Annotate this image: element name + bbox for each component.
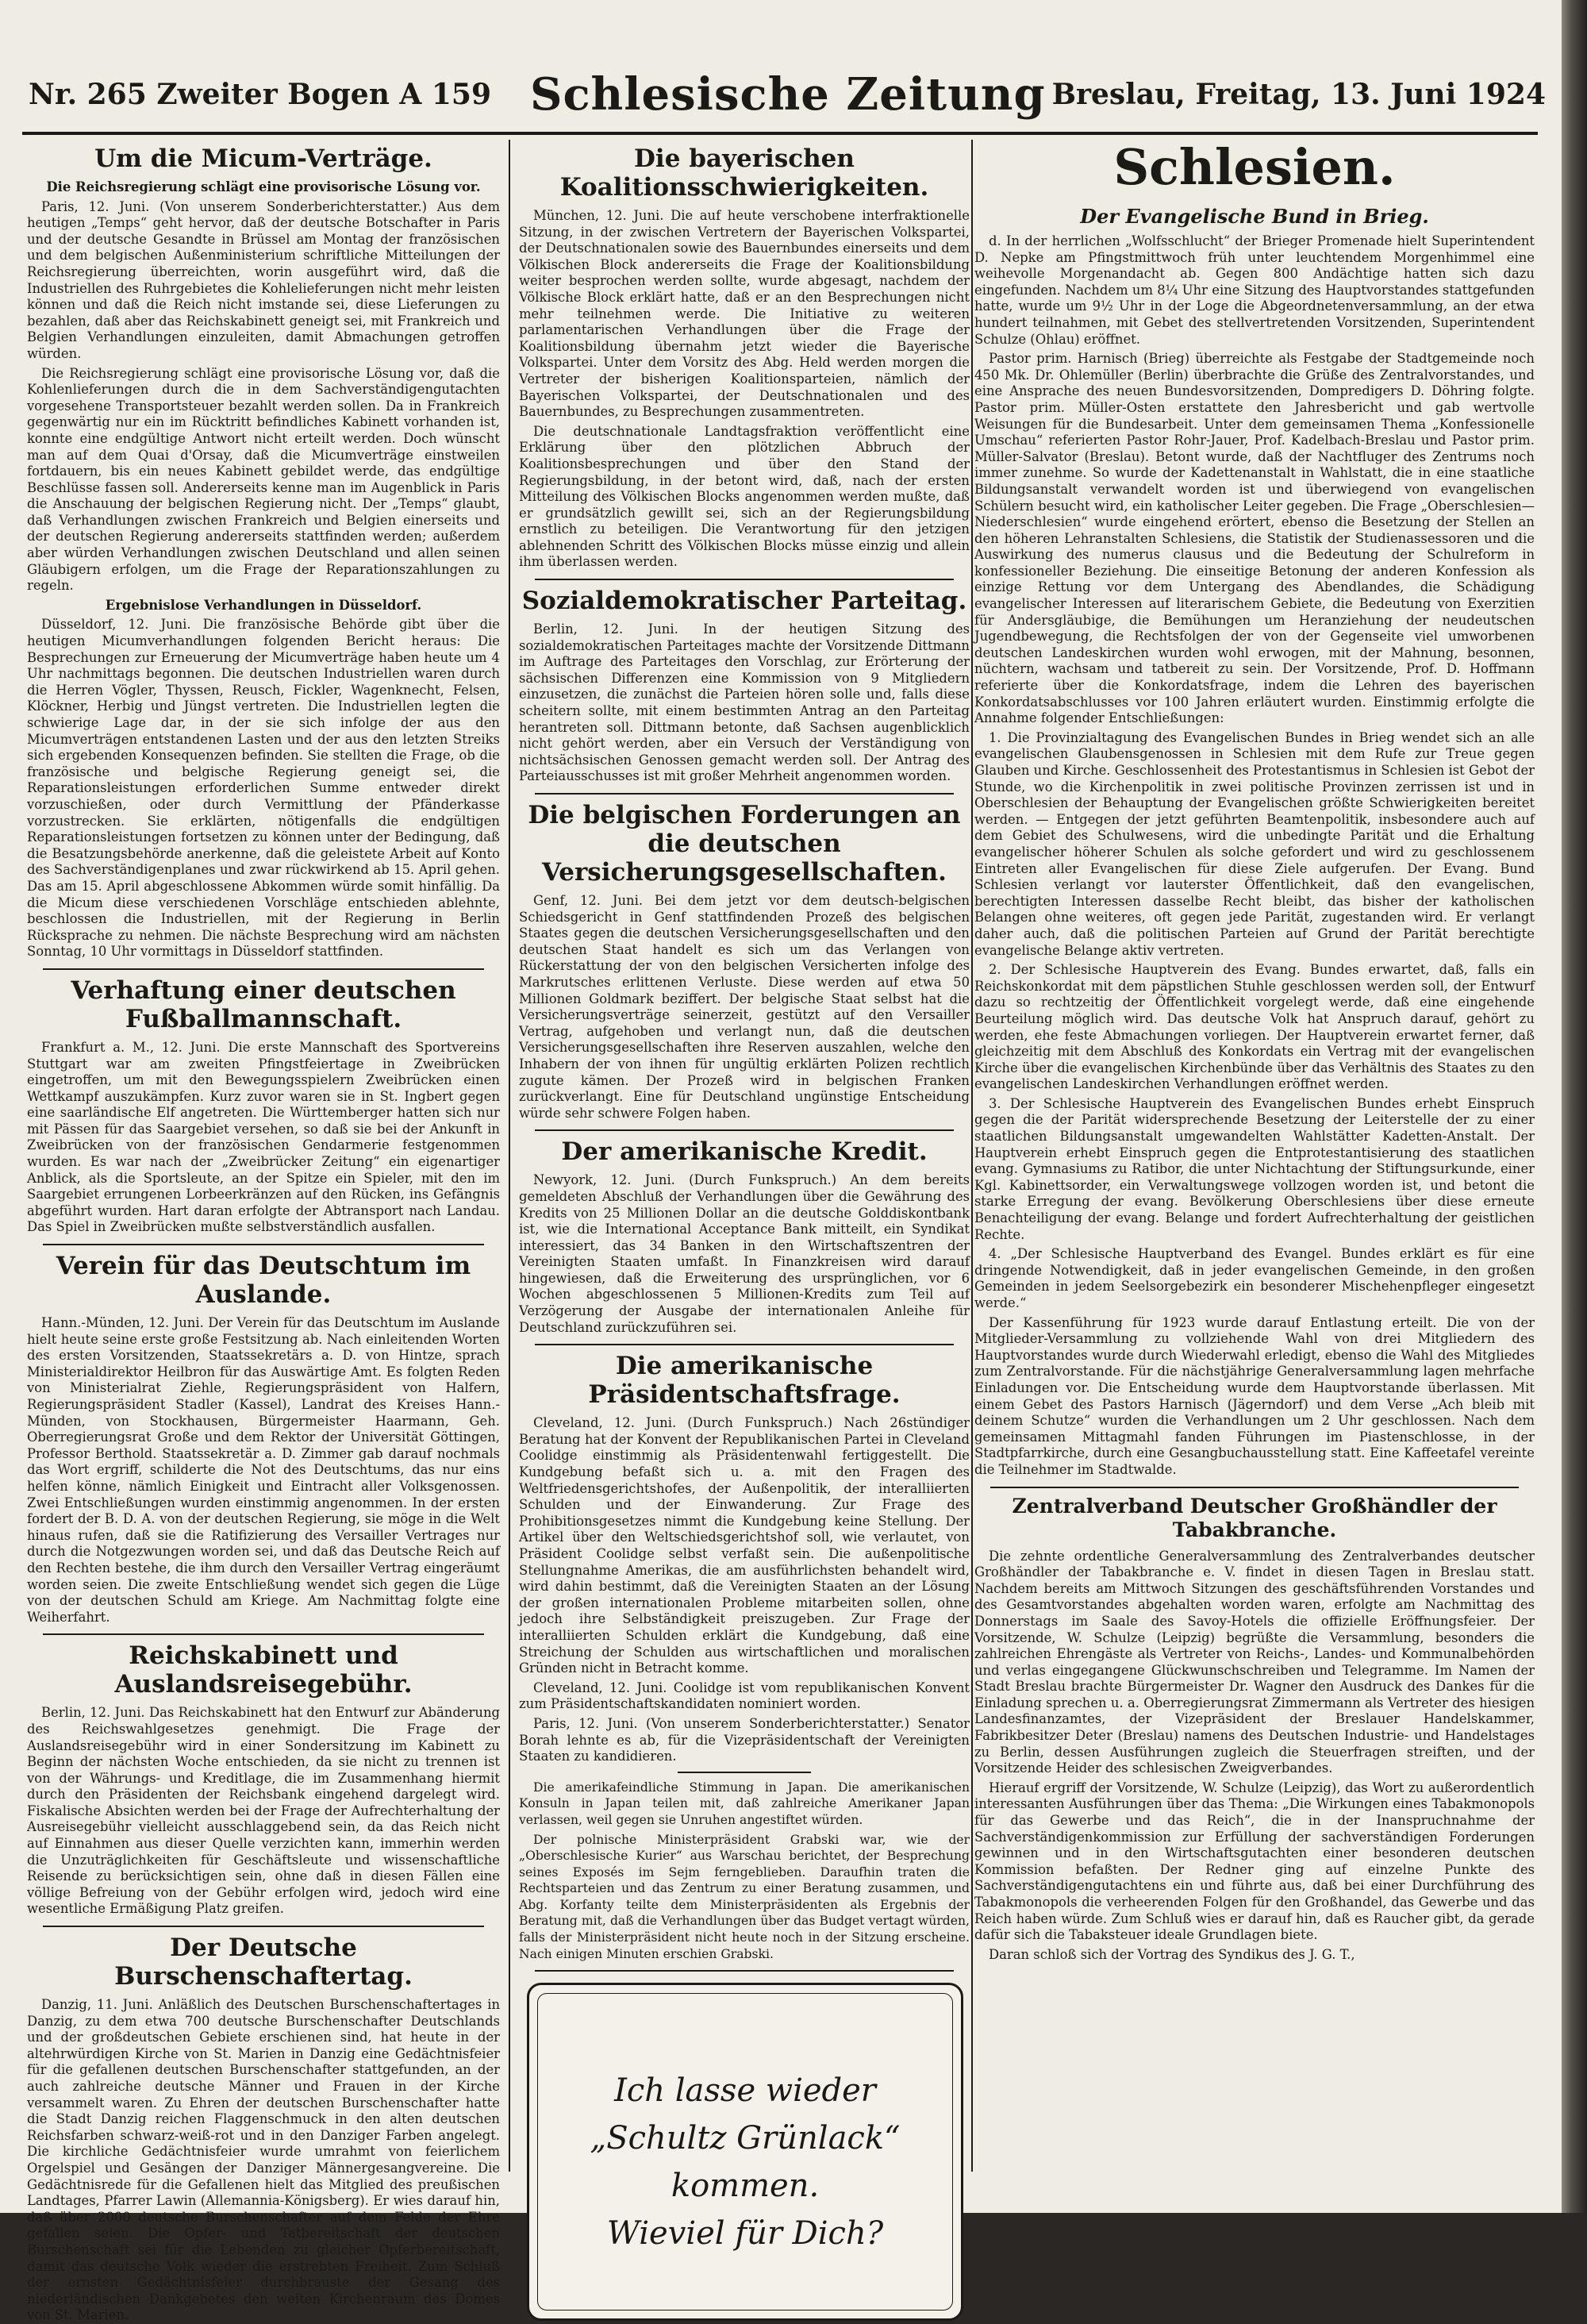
article-title: Sozialdemokratischer Parteitag. — [521, 587, 967, 616]
article-paragraph: Pastor prim. Harnisch (Brieg) überreichte als Festgabe der Stadtgemeinde noch 450 Mk. Dr. Ohlemüller (Berlin) überbrachte die Grüße des Zentralvorstandes, und eine Ansprache des neuen Bundesvorsitzenden, Dompredigers D. Döhring folgte. Pastor prim. Müller-Osten erstattete den Jahresbericht und gab wertvolle Weisungen für die Bundesarbeit. Unter dem gemeinsamen Thema „Konfessionelle Umschau“ referierten Pastor Rohr-Jauer, Prof. Kadelbach-Breslau und Pastor prim. Müller-Salvator (Breslau). Betont wurde, daß der Nachtfluger des Zentrums noch immer zunehme. So wurde der Kadettenanstalt in Wahlstatt, die in eine staatliche Bildungsanstalt verwandelt worden ist und überwiegend von evangelischen Schülern besucht wird, ein katholischer Leiter gegeben. Die Frage „Oberschlesien—Niederschlesien“ wurde eingehend erörtert, ebenso die Besetzung der Stellen an den höheren Lehranstalten Schlesiens, die Statistik der Studienassessoren und die Auswirkung des numerus clausus und die Bedeutung der Schulreform in konfessioneller Beziehung. Die einseitige Betonung der anderen Konfession als einzige Rettung vor dem Untergang des Abendlandes, die Schädigung evangelischer Interessen auf literarischem Gebiete, die Bedeutung von Exerzitien für Andersgläubige, die Bemühungen um Heranziehung der neudeutschen Jugendbewegung, die Rechtsfolgen der von der Gegenseite viel umworbenen deutschen Landeskirchen wurden wohl erwogen, mit der Mahnung, besonnen, nüchtern, wachsam und tatbereit zu sein. Der Vorsitzende, Prof. D. Hoffmann referierte über die Konkordatsfrage, indem die Lehren des bayerischen Konkordatsabschlusses vor 100 Jahren erläutert wurden. Einstimmig erfolgte die Annahme folgender Entschließungen: — [974, 351, 1535, 726]
article-paragraph: München, 12. Juni. Die auf heute verschobene interfraktionelle Sitzung, in der zwischen Vertretern der Bayerischen Volkspartei, der Deutschnationalen sowie des Bauernbundes einerseits und dem Völkischen Block andererseits die Frage der Koalitionsbildung weiter besprochen werden sollte, wurde abgesagt, nachdem der Völkische Block erklärt hatte, daß er an den Besprechungen nicht mehr teilnehmen werde. Die Initiative zu weiteren parlamentarischen Verhandlungen über die Frage der Koalitionsbildung übernahm jetzt wieder die Bayerische Volkspartei. Unter dem Vorsitz des Abg. Held werden morgen die Vertreter der bisherigen Koalitionsparteien, nämlich der Bayerischen Volkspartei, der Deutschnationalen und des Bauernbundes, zu Besprechungen zusammentreten. — [519, 208, 970, 420]
article-paragraph: 3. Der Schlesische Hauptverein des Evangelischen Bundes erhebt Einspruch gegen die der Parität widersprechende Besetzung der Leiterstelle der zu einer staatlichen Bildungsanstalt umgewandelten Wahlstätter Kadetten-Anstalt. Der Hauptverein erhebt Einspruch gegen die Entprotestantisierung des staatlichen evang. Gymnasiums zu Ratibor, die unter Nichtachtung der Stiftungsurkunde, einer Kgl. Kabinettsorder, ein Verwaltungswege vollzogen worden ist, und betont die starke Erregung der evang. Bevölkerung Oberschlesiens über diese erneute Benachteiligung der evang. Belange und fordert Aufrechterhaltung der geistlichen Rechte. — [974, 1095, 1535, 1242]
article-paragraph: 4. „Der Schlesische Hauptverband des Evangel. Bundes erklärt es für eine dringende Notwendigkeit, daß in jeder evangelischen Gemeinde, in den großen Gemeinden in jedem Seelsorgebezirk ein besonderer Mischehenpfleger eingesetzt werde.“ — [974, 1246, 1535, 1310]
article-title: Die bayerischen Koalitionsschwierigkeiten. — [559, 144, 929, 202]
article-title: Verein für das Deutschtum im Auslande. — [56, 1252, 471, 1310]
separator — [43, 1244, 484, 1245]
column-2 — [519, 140, 970, 2253]
article-paragraph: Berlin, 12. Juni. In der heutigen Sitzung des sozialdemokratischen Parteitages machte der Vorsitzende Dittmann im Auftrage des Parteitages den Vorschlag, zur Erörterung der sächsischen Differenzen eine Kommission von 9 Mitgliedern einzusetzen, die zunächst die Parteien hören solle und, falls diese scheitern sollte, mit einem bestimmten Antrag an den Parteitag herantreten soll. Dittmann betonte, daß Sachsen augenblicklich nicht gehört werden, aber ein Versuch der Verständigung von nichtsächsischen Genossen gemacht werden soll. Der Antrag des Parteiausschusses ist mit großer Mehrheit angenommen worden. — [519, 621, 970, 784]
advertisement-box — [527, 1983, 963, 2321]
article-title: Die belgischen Forderungen an die deutschen Versicherungsgesellschaften. — [528, 801, 961, 887]
column-rule-1 — [509, 140, 510, 2172]
column-3 — [974, 140, 1535, 2172]
ad-text-line: Ich lasse wieder — [614, 2072, 876, 2110]
article-paragraph: Newyork, 12. Juni. (Durch Funkspruch.) An dem bereits gemeldeten Abschluß der Verhandlungen über die Gewährung des Kredits von 25 Millionen Dollar an die deutsche Golddiskontbank ist, wie die International Acceptance Bank mitteilt, ein Syndikat interessiert, das 34 Banken in den Wirtschaftszentren der Vereinigten Staaten umfaßt. In Finanzkreisen wird darauf hingewiesen, daß die Erweiterung des ursprünglichen, vor 6 Wochen abgeschlossenen 5 Millionen-Kredits zum Teil auf Verzögerung der Ausgabe der internationalen Anleihe für Deutschland zurückzuführen sei. — [519, 1172, 970, 1335]
separator — [535, 793, 954, 795]
article-paragraph: Der Kassenführung für 1923 wurde darauf Entlastung erteilt. Die von der Mitglieder-Versammlung zu vollziehende Wahl von drei Mitgliedern des Hauptvorstandes wurde durch Wiederwahl erledigt, ebenso die Wahl des Mitgliedes zum Zentralvorstande. Für die nächstjährige Generalversammlung lagen mehrfache Einladungen vor. Die Entscheidung wurde dem Hauptvorstande überlassen. Mit einem Gebet des Pastors Harnisch (Jägerndorf) und dem Verse „Ach bleib mit deinem Schutze“ wurden die Verhandlungen um 2 Uhr geschlossen. Nach dem gemeinsamen Mittagmahl fanden Führungen im Piastenschlosse, in der Stadtpfarrkirche, durch eine Gesangbuchausstellung statt. Eine Kaffeetafel vereinte die Teilnehmer im Stadtwalde. — [974, 1314, 1535, 1477]
article-paragraph: Genf, 12. Juni. Bei dem jetzt vor dem deutsch-belgischen Schiedsgericht in Genf stattfindenden Prozeß des belgischen Staates gegen die deutschen Versicherungsgesellschaften und den deutschen Staat handelt es sich um das Verlangen von Rückerstattung der von den belgischen Versicherten infolge des Markrutsches erlittenen Verluste. Diese werden auf etwa 50 Millionen Goldmark beziffert. Der belgische Staat selbst hat die Versicherungsverträge seinerzeit, gestützt auf den Versailler Vertrag, aufgehoben und verlangt nun, daß die deutschen Versicherungsgesellschaften ihre Reserven auszahlen, welche den Inhabern der von ihnen für ungültig erklärten Polizen rechtlich zugute kämen. Der Prozeß wird in belgischen Franken zurückverlangt. Eine für Deutschland ungünstige Entscheidung würde sehr schwere Folgen haben. — [519, 893, 970, 1121]
article-title: Die amerikanische Präsidentschaftsfrage. — [588, 1352, 901, 1410]
article-paragraph: Hierauf ergriff der Vorsitzende, W. Schulze (Leipzig), das Wort zu außerordentlich interessanten Ausführungen über das Thema: „Die Wirkungen eines Tabakmonopols für das Gewerbe und das Reich“, die in der Inanspruchnahme der Sachverständigenkommission zur Erfüllung der sachverständigen Forderungen gewinnen und in den Wirtschaftsgutachten einer besonderen deutschen Kommission befaßten. Der Redner ging auf einzelne Punkte des Sachverständigengutachtens ein und führte aus, daß bei einer Durchführung des Tabakmonopols die verheerenden Folgen für den Großhandel, das Gewerbe und das Reich haben würde. Zum Schluß wies er darauf hin, daß es Raucher gibt, da gerade dafür sich die Tabaksteuer ideale Grundlagen biete. — [974, 1780, 1535, 1943]
article-title: Der Evangelische Bund in Brieg. — [1080, 205, 1429, 228]
masthead-rule — [22, 132, 1538, 135]
article-title: Zentralverband Deutscher Großhändler der Tabakbranche. — [1012, 1494, 1497, 1541]
article-paragraph: Paris, 12. Juni. (Von unserem Sonderberichterstatter.) Aus dem heutigen „Temps“ geht hervor, daß der deutsche Botschafter in Paris und der deutsche Gesandte in Brüssel am Montag der französischen und dem belgischen Außenministerium schriftliche Mitteilungen der Reichsregierung überreichten, worin ausgeführt wird, daß die Industriellen des Ruhrgebietes die Kohlelieferungen nicht mehr leisten können und daß die Reich nicht imstande sei, diese Lieferungen zu bezahlen, daß aber das Reichskabinett geneigt sei, mit Frankreich und Belgien Verhandlungen einzuleiten, damit Abmachungen getroffen würden. — [27, 198, 500, 361]
article-paragraph: Die zehnte ordentliche Generalversammlung des Zentralverbandes deutscher Großhändler der Tabakbranche e. V. findet in diesen Tagen in Breslau statt. Nachdem bereits am Mittwoch Sitzungen des geschäftsführenden Vorstandes und des Gesamtvorstandes abgehalten worden waren, erfolgte am Nachmittag des Donnerstags im Saale des Savoy-Hotels die offizielle Eröffnungsfeier. Der Vorsitzende, W. Schulze (Leipzig) begrüßte die Versammlung, besonders die zahlreichen Ehrengäste als Vertreter von Reichs-, Landes- und Kommunalbehörden und verlas eingegangene Glückwunschschreiben und Telegramme. Im Namen der Stadt Breslau brachte Bürgermeister Dr. Wagner den Ausdruck des Dankes für die Einladung sprechen u. a. Oberregierungsrat Zimmermann als Vertreter des hiesigen Landesfinanzamtes, der Vizepräsident der Breslauer Handelskammer, Fabrikbesitzer Deter (Breslau) namens des Deutschen Industrie- und Handelstages zu Berlin, dessen Ausführungen zugleich die Steuerfragen streiften, und der Vorsitzende Heider des schlesischen Zweigverbandes. — [974, 1548, 1535, 1776]
section-heading: Schlesien. — [1113, 138, 1396, 196]
ad-text-line: kommen. — [671, 2168, 820, 2205]
column-1 — [27, 140, 500, 2323]
column-rule-2 — [971, 140, 973, 2172]
article-paragraph: Berlin, 12. Juni. Das Reichskabinett hat den Entwurf zur Abänderung des Reichswahlgesetzes genehmigt. Die Frage der Auslandsreisegebühr wird in einer Sondersitzung im Kabinett zu Beginn der nächsten Woche entschieden, da sie nicht zu trennen ist von der Währungs- und Kreditlage, die im Zusammenhang hiermit durch den Präsidenten der Reichsbank eingehend dargelegt wird. Fiskalische Absichten werden bei der Frage der Aufrechterhaltung der Ausreisegebühr vielleicht ausschlaggebend sein, da das Reich nicht auf Einnahmen aus dieser Quelle verzichten kann, immerhin werden die Unzuträglichkeiten für Geschäftsleute und wissenschaftliche Reisende zu berücksichtigen sein, ohne daß in diesen Fällen eine völlige Befreiung von der Gebühr erfolgen wird, jedoch wird eine wesentliche Ermäßigung Platz greifen. — [27, 1705, 500, 1917]
article-title: Der Deutsche Burschenschaftertag. — [114, 1933, 413, 1991]
article-paragraph: Düsseldorf, 12. Juni. Die französische Behörde gibt über die heutigen Micumverhandlungen folgenden Bericht heraus: Die Besprechungen zur Erneuerung der Micumverträge haben heute um 4 Uhr nachmittags begonnen. Die deutschen Industriellen waren durch die Herren Vögler, Thyssen, Reusch, Fickler, Wagenknecht, Felsen, Klöckner, Herbig und Jüngst vertreten. Die Industriellen legten die schwierige Lage dar, in der sie sich infolge der aus den Micumverträgen entstandenen Lasten und der aus den letzten Streiks sich ergebenden Konsequenzen befinden. Sie stellten die Frage, ob die französische und belgische Regierung geneigt sei, die Reparationsleistungen erforderlichen Summe entweder direkt vorzuschießen, oder durch Vermittlung der Pfänderkasse vorzustrecken. Sie erklärten, nötigenfalls die endgültigen Reparationsleistungen fortsetzen zu können unter der Bedingung, daß die Besatzungsbehörde anerkenne, daß die geleistete Arbeit auf Konto des Sachverständigenplanes und zwar rückwirkend ab 15. April gehen. Das am 15. April abgeschlossene Abkommen würde somit hinfällig. Da die Micum diese verschiedenen Vorschläge entschieden ablehnte, beschlossen die Industriellen, mit der Regierung in Berlin Rücksprache zu nehmen. Die nächste Besprechung wird am nächsten Sonntag, 10 Uhr vormittags in Düsseldorf stattfinden. — [27, 617, 500, 960]
separator — [43, 1926, 484, 1927]
issue-info: Nr. 265 Zweiter Bogen A 159 — [29, 78, 492, 111]
article-paragraph: Die deutschnationale Landtagsfraktion veröffentlicht eine Erklärung über den plötzlichen Abbruch der Koalitionsbesprechungen und über den Stand der Regierungsbildung, in der betont wird, daß, nach der ersten Mitteilung des Völkischen Blocks angenommen werden mußte, daß er grundsätzlich gewillt sei, sich an der Regierungsbildung ernstlich zu beteiligen. Die Verantwortung für den jetzigen ablehnenden Schritt des Völkischen Blocks müsse einzig und allein ihm überlassen werden. — [519, 423, 970, 570]
article-paragraph: 2. Der Schlesische Hauptverein des Evang. Bundes erwartet, daß, falls ein Reichskonkordat mit dem päpstlichen Stuhle geschlossen werden soll, der Entwurf dazu so rechtzeitig der Öffentlichkeit vorgelegt werde, daß eine eingehende Beurteilung möglich wird. Das deutsche Volk hat Anspruch darauf, gehört zu werden, ehe feste Abmachungen vorliegen. Der Hauptverein erwartet ferner, daß gleichzeitig mit dem Abschluß des Konkordats ein Vertrag mit der evangelischen Kirche über die evangelischen Kirchenbünde über das Verhältnis des Staates zu den evangelischen Landeskirchen Verhandlungen eröffnet werden. — [974, 962, 1535, 1092]
newspaper-title: Schlesische Zeitung — [530, 68, 1046, 121]
separator — [990, 1487, 1519, 1488]
separator — [535, 1344, 954, 1345]
article-paragraph: Daran schloß sich der Vortrag des Syndikus des J. G. T., — [989, 1946, 1355, 1962]
separator — [43, 968, 484, 970]
article-title: Um die Micum-Verträge. — [94, 144, 432, 173]
ad-text-line: Wieviel für Dich? — [606, 2215, 884, 2253]
article-paragraph: Cleveland, 12. Juni. Coolidge ist vom republikanischen Konvent zum Präsidentschaftskandidaten nominiert worden. — [519, 1680, 970, 1712]
article-paragraph: d. In der herrlichen „Wolfsschlucht“ der Brieger Promenade hielt Superintendent D. Nepke am Pfingstmittwoch früh unter leuchtendem Morgenhimmel eine weihevolle Morgenandacht ab. Gegen 800 Andächtige hatten sich dazu eingefunden. Nachdem um 8¼ Uhr eine Sitzung des Hauptvorstandes stattgefunden hatte, wurde um 9½ Uhr in der Loge die Abgeordnetenversammlung, an der etwa hundert teilnahmen, mit Gebet des stellvertretenden Vorsitzenden, Superintendent Schulze (Ohlau) eröffnet. — [974, 233, 1535, 347]
ad-text-line: „Schultz Grünlack“ — [590, 2120, 901, 2157]
article-paragraph: 1. Die Provinzialtagung des Evangelischen Bundes in Brieg wendet sich an alle evangelischen Glaubensgenossen in Schlesien mit dem Rufe zur Treue gegen Glauben und Kirche. Geschlossenheit des Protestantismus in Schlesien ist Gebot der Stunde, wo die Kirchenpolitik in zwei politische Provinzen zerrissen ist und in Oberschlesien der Behauptung der Evangelischen größte Schwierigkeiten bereitet werden. — Entgegen der jetzt geführten Beamtenpolitik, insbesondere auch auf dem Gebiet des Schulwesens, wird die unbedingte Parität und die Erhaltung evangelischer höherer Schulen als solche gefordert und wird zu geschlossenem Eintreten aller Evangelischen für diese Ziele aufgerufen. Der Evang. Bund Schlesien verlangt vor lauterster Öffentlichkeit, daß den evangelischen, berechtigten Interessen dasselbe Recht bleibt, das bisher der katholischen Belangen ohne weiteres, oft gegen jede Parität, zugestanden wird. Er verlangt daher auch, daß die politischen Parteien auf Grund der Parität berechtigte evangelische Belange aktiv vertreten. — [974, 729, 1535, 958]
article-paragraph: Frankfurt a. M., 12. Juni. Die erste Mannschaft des Sportvereins Stuttgart war am zweiten Pfingstfeiertage in Zweibrücken eingetroffen, um mit den Bewegungsspielern Zweibrücken einen Wettkampf auszukämpfen. Kurz zuvor waren sie in St. Ingbert gegen eine saarländische Elf angetreten. Die Württemberger hatten sich nur mit Pässen für das Saargebiet versehen, so daß sie bei der Ankunft in Zweibrücken von der französischen Gendarmerie festgenommen wurden. Es war nach der „Zweibrücker Zeitung“ ein eigenartiger Anblick, als die Sportsleute, an der Spitze ein Spieler, mit den im Saargebiet errungenen Lorbeerkränzen auf den Rücken, ins Gefängnis abgeführt wurden. Hart daran erfolgte der Abtransport nach Landau. Das Spiel in Zweibrücken mußte selbstverständlich ausfallen. — [27, 1039, 500, 1235]
article-paragraph: Cleveland, 12. Juni. (Durch Funkspruch.) Nach 26stündiger Beratung hat der Konvent der Republikanischen Partei in Cleveland Coolidge einstimmig als Präsidentenwahl fertiggestellt. Die Kundgebung befaßt sich u. a. mit den Fragen des Weltfriedensgerichtshofes, der Außenpolitik, der interalliierten Schulden und der Einwanderung. Zur Frage des Prohibitionsgesetzes nimmt die Kundgebung keine Stellung. Der Artikel über den Weltschiedsgerichtshof soll, wie verlautet, von Präsident Coolidge selbst verfaßt sein. Die außenpolitische Stellungnahme Amerikas, die am ausführlichsten behandelt wird, wird dahin bestimmt, daß die Vereinigten Staaten an der Lösung der großen internationalen Probleme mitarbeiten sollen, ohne jedoch ihre Selbständigkeit preiszugeben. Zur Frage der interalliierten Schulden erklärt die Kundgebung, daß eine Streichung der Schulden aus wirtschaftlichen und moralischen Gründen nicht in Betracht komme. — [519, 1415, 970, 1676]
article-subtitle: Die Reichsregierung schlägt eine provisorische Lösung vor. — [46, 179, 481, 194]
article-title: Reichskabinett und Auslandsreisegebühr. — [114, 1641, 413, 1699]
news-note: Der polnische Ministerpräsident Grabski war, wie der „Oberschlesische Kurier“ aus Warschau berichtet, der Besprechung seines Exposés im Sejm ferngeblieben. Daraufhin traten die Rechtsparteien und das Zentrum zu einer Beratung zusammen, und Abg. Korfanty teilte dem Ministerpräsidenten als Ergebnis der Beratung mit, daß die Verhandlungen über das Budget vertagt würden, falls der Ministerpräsident nicht heute noch in der Sitzung erscheine. Nach einigen Minuten erschien Grabski. — [519, 1832, 970, 1961]
separator — [43, 1633, 484, 1635]
article-paragraph: Hann.-Münden, 12. Juni. Der Verein für das Deutschtum im Auslande hielt heute seine erste große Festsitzung ab. Nach einleitenden Worten des ersten Vorsitzenden, Staatssekretärs a. D. von Hintze, sprach Ministerialdirektor Heilbron für das Auswärtige Amt. Es folgten Reden von Ministerialrat Ziehle, Regierungspräsident von Halfern, Regierungspräsident Stadler (Kassel), Landrat des Kreises Hann.-Münden, von Stockhausen, Bürgermeister Haarmann, Geh. Oberregierungsrat Große und dem Rektor der Universität Göttingen, Professor Berthold. Staatssekretär a. D. Zimmer gab darauf nochmals das Wort ergriff, schilderte die Not des Deutschtums, das nur eins helfen könne, nämlich Einigkeit und Eintracht aller Volksgenossen. Zwei Entschließungen wurden einstimmig angenommen. In der ersten fordert der B. D. A. von der deutschen Regierung, sie möge in die Welt hinaus rufen, daß sie die Ratifizierung des Versailler Vertrages nur durch die Notgezwungen worden sei, und daß das Deutsche Reich auf den Rechten bestehe, die ihm durch den Versailler Vertrag eingeräumt worden seien. Die zweite Entschließung wendet sich gegen die Lüge von der deutschen Schuld am Kriege. Am Nachmittag folgte eine Weiherfahrt. — [27, 1315, 500, 1625]
separator — [678, 1772, 811, 1773]
date-line: Breslau, Freitag, 13. Juni 1924 — [1051, 78, 1546, 111]
article-title: Verhaftung einer deutschen Fußballmannschaft. — [71, 975, 456, 1033]
separator — [535, 579, 954, 580]
article-paragraph: Paris, 12. Juni. (Von unserem Sonderberichterstatter.) Senator Borah lehnte es ab, für die Vizepräsidentschaft der Vereinigten Staaten zu kandidieren. — [519, 1715, 970, 1764]
book-spine-edge — [1562, 0, 1587, 2213]
masthead — [22, 68, 1546, 132]
article-subheading: Ergebnislose Verhandlungen in Düsseldorf. — [105, 597, 422, 613]
article-paragraph: Die Reichsregierung schlägt eine provisorische Lösung vor, daß die Kohlenlieferungen durch die in dem Sachverständigengutachten vorgesehene Transportsteuer bezahlt werden sollen. Da in Frankreich gegenwärtig nur ein im Rücktritt befindliches Kabinett vorhanden ist, konnte eine endgültige Antwort nicht erteilt werden. Doch wünscht man auf dem Quai d'Orsay, daß die Micumverträge einstweilen fortdauern, bis ein neues Kabinett gebildet werde, das endgültige Beschlüsse fassen soll. Andererseits kenne man im Augenblick in Paris die Anschauung der belgischen Regierung nicht. Der „Temps“ glaubt, daß Verhandlungen zwischen Frankreich und Belgien einerseits und der deutschen Regierung andererseits stattfinden werden; außerdem aber würden Verhandlungen zwischen Deutschland und allen seinen Gläubigern erfolgen, um die Frage der Reparationszahlungen zu regeln. — [27, 365, 500, 594]
news-note: Die amerikafeindliche Stimmung in Japan. Die amerikanischen Konsuln in Japan teilen mit, daß zahlreiche Amerikaner Japan verlassen, weil gegen sie Unruhen angestiftet würden. — [519, 1780, 970, 1827]
separator — [535, 1970, 954, 1972]
article-paragraph: Danzig, 11. Juni. Anläßlich des Deutschen Burschenschaftertages in Danzig, zu dem etwa 700 deutsche Burschenschafter Deutschlands und der großdeutschen Gebiete erschienen sind, hat heute in der altehrwürdigen Kirche von St. Marien in Danzig eine Gedächtnisfeier für die gefallenen deutschen Burschenschafter stattgefunden, an der auch zahlreiche deutsche Männer und Frauen in der Kirche versammelt waren. Zu Ehren der deutschen Burschenschafter hatte die Stadt Danzig reichen Flaggenschmuck in den alten deutschen Reichsfarben schwarz-weiß-rot und in den Danziger Farben angelegt. Die kirchliche Gedächtnisfeier wurde umrahmt von feierlichem Orgelspiel und Gesängen der Danziger Männergesangvereine. Die Gedächtnisrede für die Gefallenen hielt das Mitglied des preußischen Landtages, Pfarrer Lawin (Allemannia-Königsberg). Er wies darauf hin, daß über 2000 deutsche Burschenschafter auf dem Felde der Ehre gefallen seien. Die Opfer- und Tatbereitschaft der deutschen Burschenschaft sei für die Lebenden zu gleicher Opferbereitschaft, damit das deutsche Volk wieder die erstrebten Freiheit. Zum Schluß der ernsten Gedächtnisfeier durchbrauste der Gesang des niederländischen Dankgebetes den weiten Kirchenraum des Domes von St. Marien. — [27, 1997, 500, 2323]
article-title: Der amerikanische Kredit. — [561, 1137, 928, 1167]
separator — [535, 1129, 954, 1131]
